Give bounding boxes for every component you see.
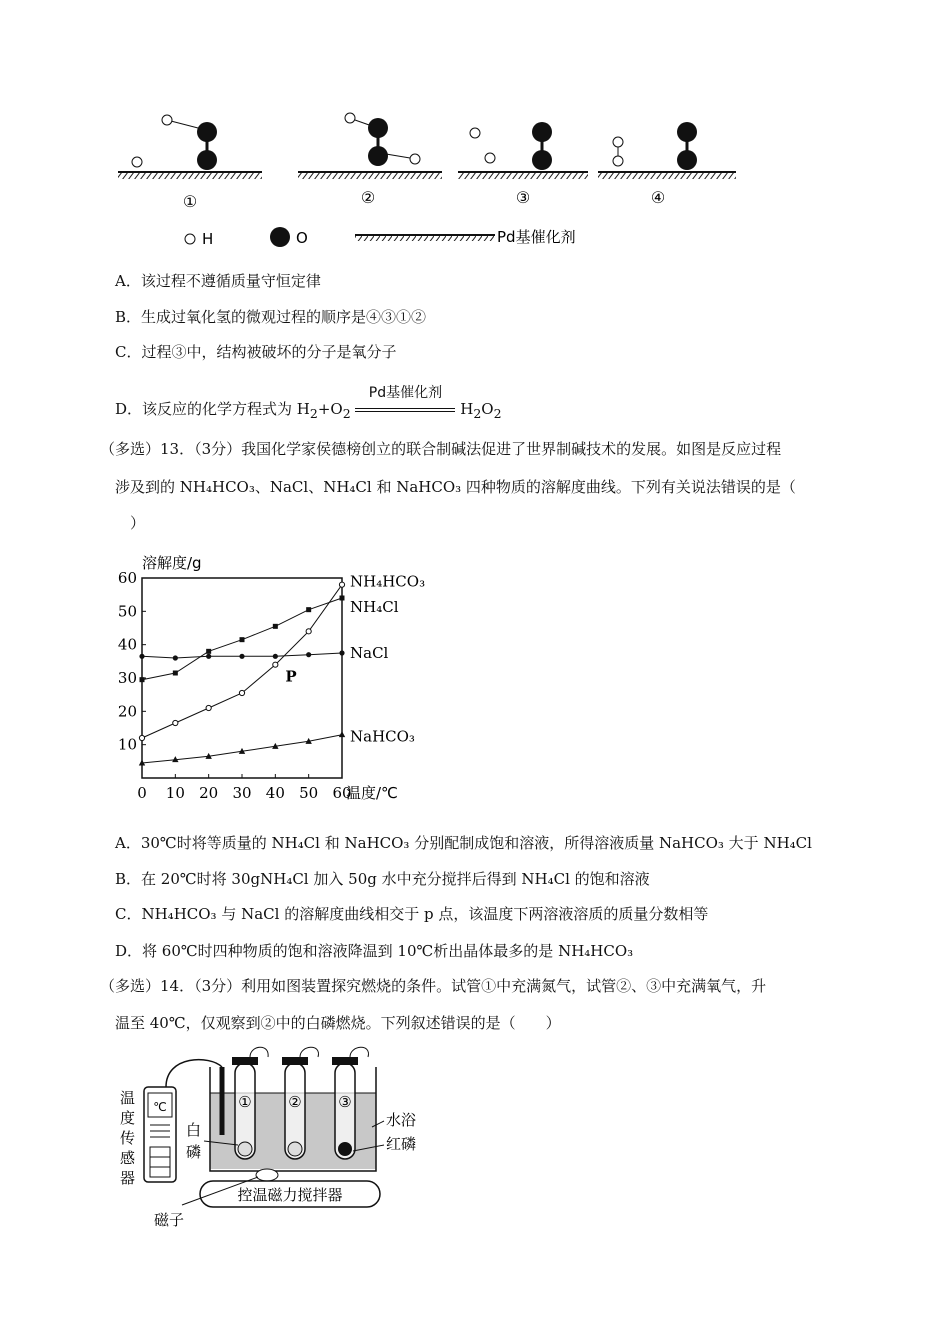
- data-point-nacl: [173, 655, 178, 660]
- q14-stem-line2: 温至 40℃，仅观察到②中的白磷燃烧。下列叙述错误的是（ ）: [115, 1014, 561, 1032]
- white-phosphorus-char-1: 白: [186, 1121, 202, 1139]
- stirrer-label: 控温磁力搅拌器: [237, 1186, 343, 1204]
- reaction-condition: Pd基催化剂: [355, 390, 455, 420]
- series-label-nhcl: NH₄Cl: [350, 598, 399, 616]
- data-point-nhhco: [139, 735, 144, 740]
- x-tick-label: 50: [299, 784, 319, 802]
- data-point-nhhco: [206, 705, 211, 710]
- tube-2-label: ②: [288, 1093, 302, 1111]
- chart-series: [139, 582, 345, 765]
- y-axis-label: 溶解度/g: [142, 554, 202, 572]
- step-4-diagram: [598, 122, 736, 179]
- q12-option-d: D．该反应的化学方程式为 $H_2+O_2$ Pd基催化剂 $H_2O_2$: [115, 385, 502, 421]
- data-point-nacl: [339, 650, 344, 655]
- y-tick-label: 10: [117, 735, 137, 754]
- q12-option-c: C．过程③中，结构被破坏的分子是氧分子: [115, 343, 397, 361]
- step-1-label: ①: [182, 192, 198, 211]
- y-tick-label: 20: [117, 702, 137, 721]
- water-bath-label: 水浴: [386, 1111, 417, 1129]
- data-point-nacl: [139, 654, 144, 659]
- x-tick-label: 20: [199, 784, 219, 802]
- x-axis-label: 温度/℃: [346, 784, 398, 802]
- sensor-label-char-1: 温: [120, 1089, 136, 1107]
- magnet: [256, 1169, 278, 1181]
- sensor-label-char-4: 感: [120, 1149, 136, 1167]
- data-point-nhcl: [240, 637, 245, 642]
- series-label-nahco: NaHCO₃: [350, 727, 415, 746]
- q13-stem-line1: （多选）13．（3分）我国化学家侯德榜创立的联合制碱法促进了世界制碱技术的发展。如图是反应过程: [100, 440, 782, 458]
- data-point-nacl: [273, 654, 278, 659]
- step-2-label: ②: [360, 188, 376, 207]
- chart-ticks: [118, 569, 352, 802]
- series-line-nhhco: [142, 585, 342, 738]
- tube-3-label: ③: [338, 1093, 352, 1111]
- data-point-nahco: [339, 731, 345, 737]
- legend-catalyst-label: Pd基催化剂: [497, 228, 576, 246]
- series-label-nacl: NaCl: [350, 644, 389, 662]
- tube-1-label: ①: [238, 1093, 252, 1111]
- q13-stem-line2: 涉及到的 NH₄HCO₃、NaCl、NH₄Cl 和 NaHCO₃ 四种物质的溶解度曲线。下列有关说法错误的是（: [115, 478, 796, 496]
- y-tick-label: 50: [117, 602, 137, 621]
- data-point-nhhco: [273, 662, 278, 667]
- series-label-nhhco: NH₄HCO₃: [350, 572, 426, 591]
- x-tick-label: 40: [265, 784, 285, 802]
- data-point-nhhco: [173, 720, 178, 725]
- data-point-nhcl: [340, 596, 345, 601]
- magnet-label: 磁子: [154, 1211, 185, 1229]
- intersection-p-label: P: [285, 667, 297, 686]
- data-point-nhcl: [273, 624, 278, 629]
- sensor-label-char-3: 传: [120, 1129, 136, 1147]
- q13-option-b: B．在 20℃时将 30gNH₄Cl 加入 50g 水中充分搅拌后得到 NH₄Cl 的饱和溶液: [115, 870, 650, 888]
- data-point-nhhco: [306, 629, 311, 634]
- q12-option-b: B．生成过氧化氢的微观过程的顺序是④③①②: [115, 308, 427, 326]
- q14-stem-line1: （多选）14．（3分）利用如图装置探究燃烧的条件。试管①中充满氮气，试管②、③中充满氧气，升: [100, 977, 767, 995]
- step-3-label: ③: [515, 188, 531, 207]
- data-point-nhcl: [173, 671, 178, 676]
- data-point-nhcl: [306, 607, 311, 612]
- sensor-display: ℃: [153, 1100, 167, 1114]
- data-point-nhhco: [339, 582, 344, 587]
- legend-o-circle: [270, 227, 290, 247]
- y-tick-label: 30: [117, 669, 137, 687]
- q13-option-a: A．30℃时将等质量的 NH₄Cl 和 NaHCO₃ 分别配制成饱和溶液，所得溶液质量 NaHCO₃ 大于 NH₄Cl: [115, 834, 812, 852]
- y-tick-label: 60: [117, 569, 137, 587]
- x-tick-label: 60: [332, 784, 352, 802]
- data-point-nacl: [306, 652, 311, 657]
- data-point-nacl: [206, 654, 211, 659]
- sensor-label-char-2: 度: [120, 1109, 136, 1127]
- legend-h-label: H: [202, 230, 214, 248]
- catalyst-process-figure: [110, 100, 760, 260]
- q13-option-c: C．NH₄HCO₃ 与 NaCl 的溶解度曲线相交于 p 点，该温度下两溶液溶质的质量分数相等: [115, 905, 709, 923]
- data-point-nacl: [239, 654, 244, 659]
- legend-o-label: O: [296, 229, 308, 247]
- q13-option-d: D．将 60℃时四种物质的饱和溶液降温到 10℃析出晶体最多的是 NH₄HCO₃: [115, 942, 634, 960]
- x-tick-label: 30: [232, 784, 252, 802]
- q12-option-a: A．该过程不遵循质量守恒定律: [115, 272, 321, 290]
- legend-h-circle: [185, 234, 195, 244]
- x-tick-label: 0: [137, 784, 147, 802]
- q13-stem-line3: ）: [130, 514, 146, 532]
- data-point-nhcl: [140, 677, 145, 682]
- step-2-diagram: [298, 113, 442, 179]
- data-point-nhcl: [206, 649, 211, 654]
- combustion-apparatus: [110, 1045, 430, 1235]
- step-1-diagram: [118, 115, 262, 179]
- x-tick-label: 10: [165, 784, 185, 802]
- y-tick-label: 40: [117, 635, 137, 654]
- chart-series-labels: [350, 573, 425, 746]
- step-4-label: ④: [650, 188, 666, 207]
- sensor-label-char-5: 器: [120, 1169, 136, 1187]
- solubility-chart: [110, 548, 440, 810]
- step-3-diagram: [458, 122, 588, 179]
- red-phosphorus-label: 红磷: [386, 1135, 417, 1153]
- white-phosphorus-char-2: 磷: [186, 1143, 202, 1161]
- data-point-nhhco: [239, 690, 244, 695]
